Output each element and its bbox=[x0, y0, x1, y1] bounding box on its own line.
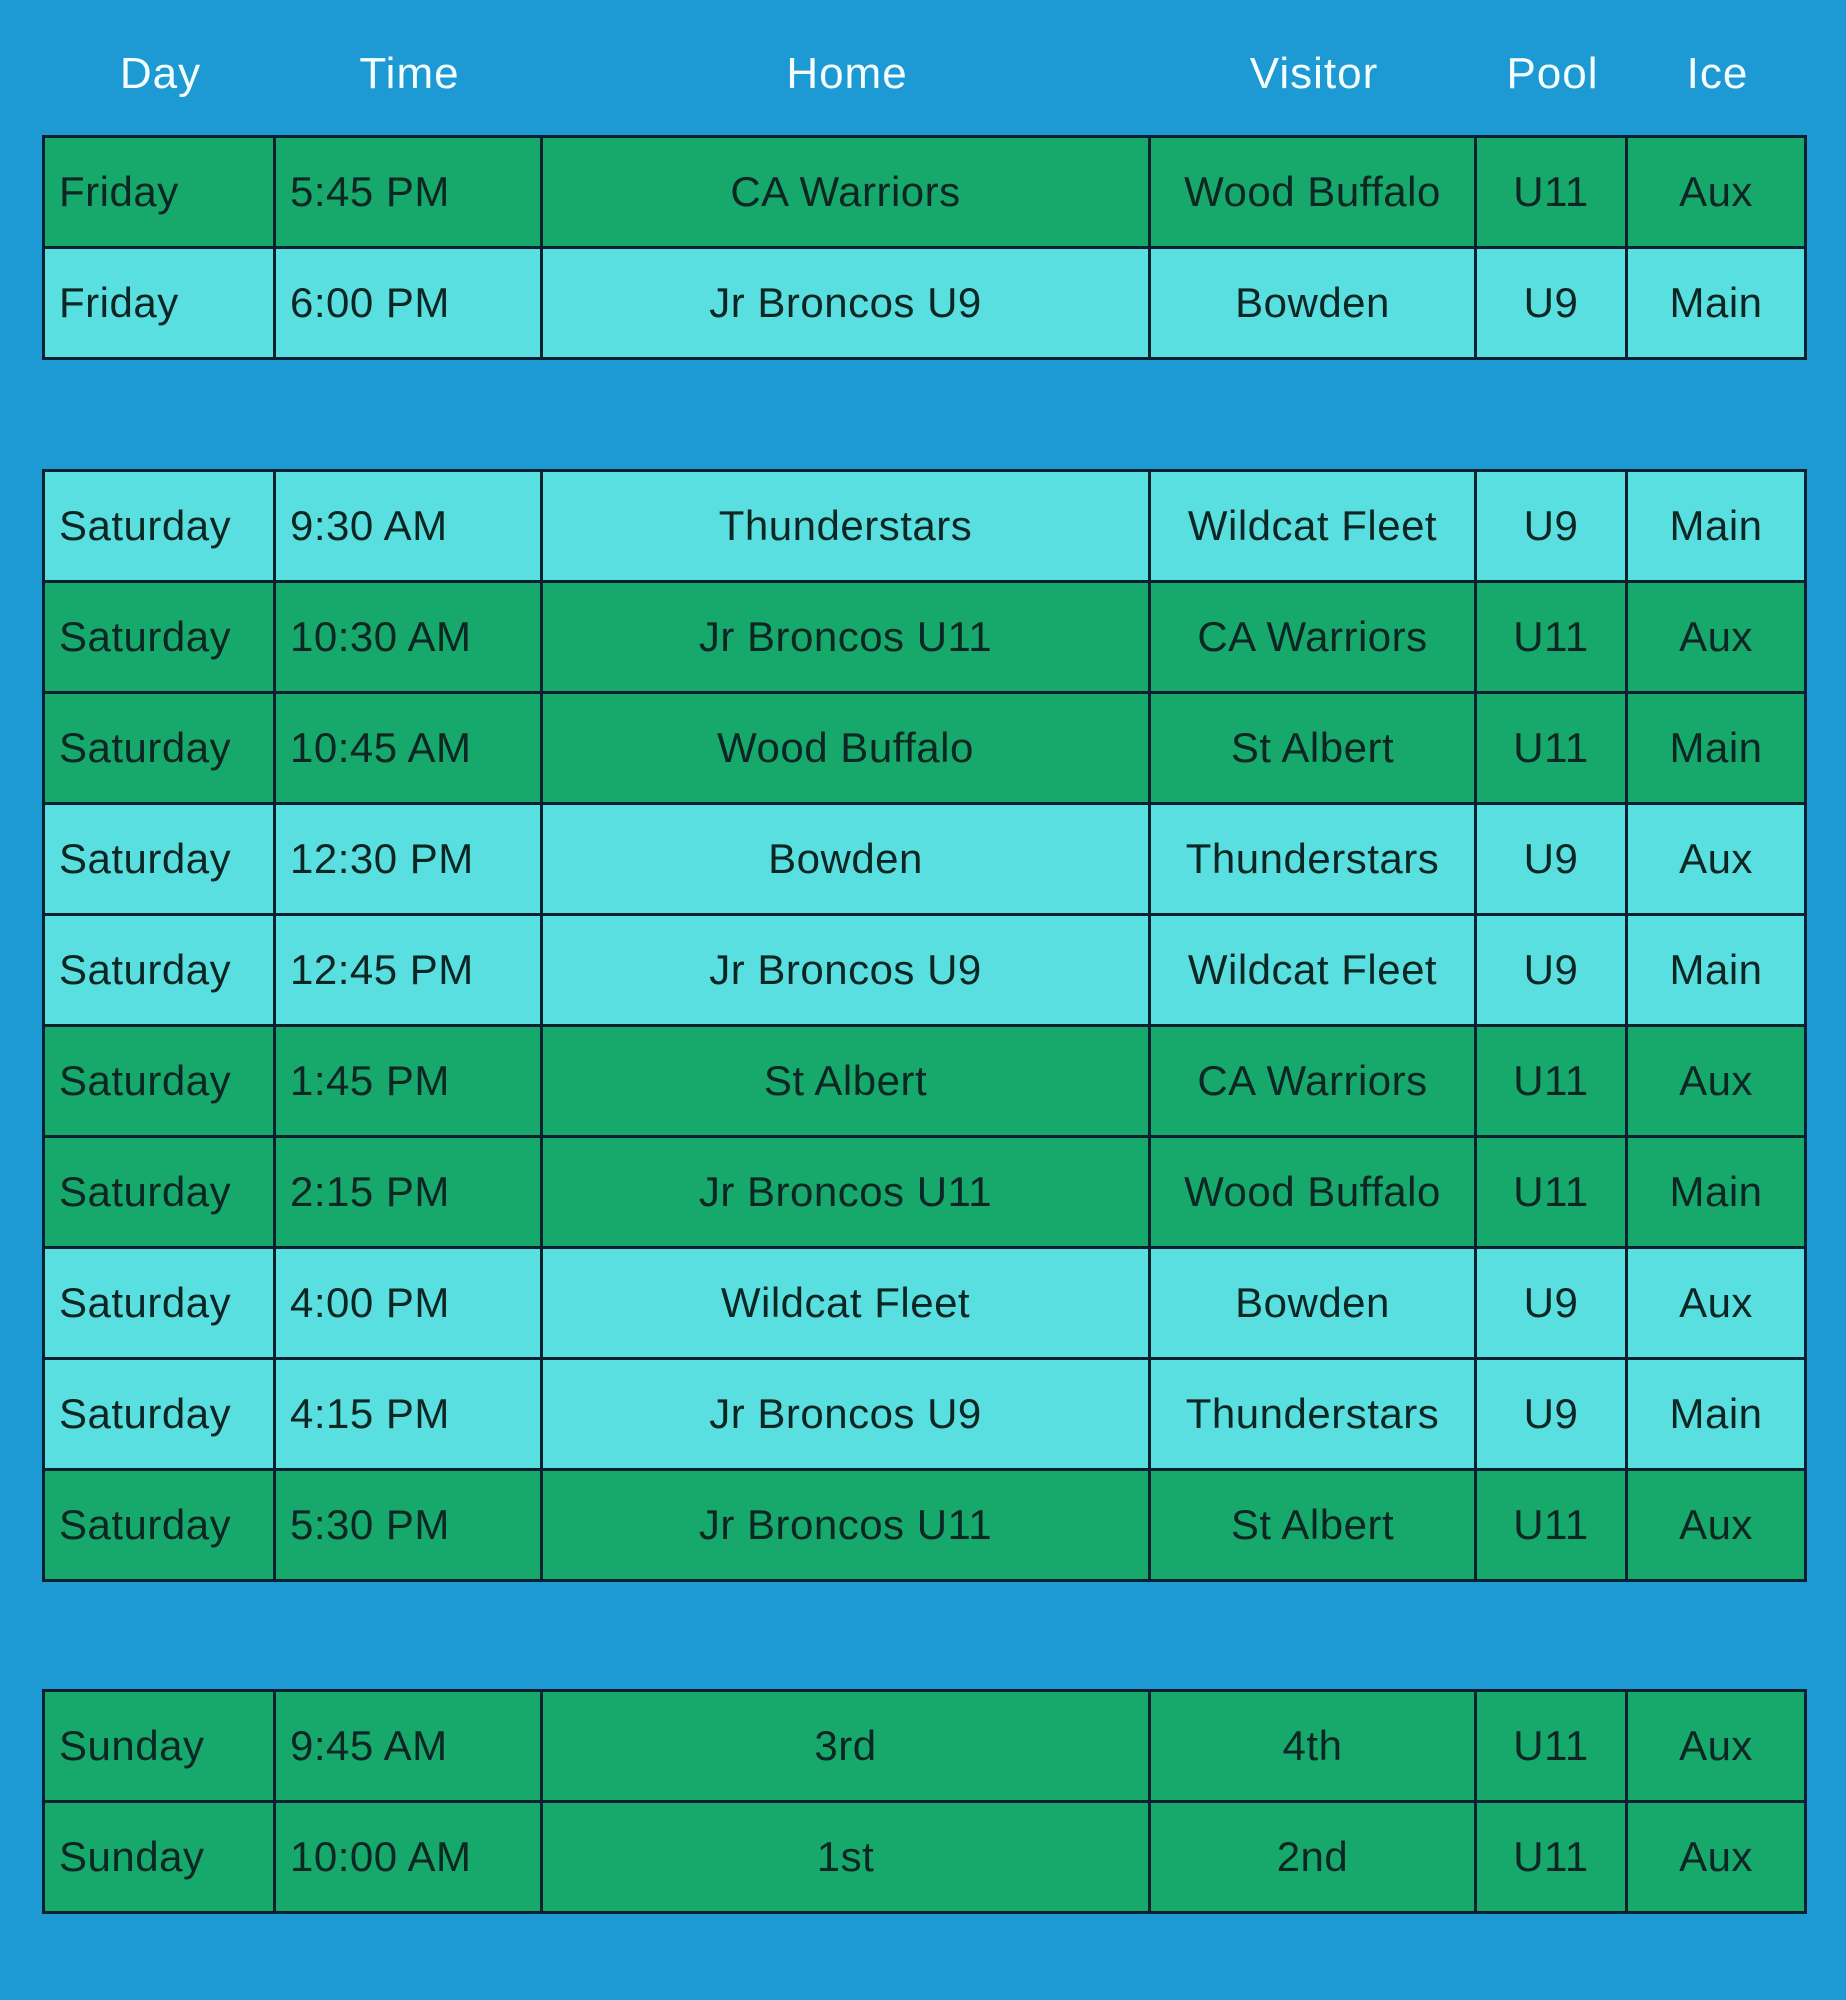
day-cell: Saturday bbox=[45, 1471, 276, 1582]
home-team-cell: Thunderstars bbox=[543, 472, 1151, 583]
time-cell: 12:30 PM bbox=[276, 805, 543, 916]
visitor-team-cell: Wildcat Fleet bbox=[1151, 916, 1477, 1027]
visitor-team-cell: Wood Buffalo bbox=[1151, 1138, 1477, 1249]
time-cell: 10:30 AM bbox=[276, 583, 543, 694]
pool-cell: U9 bbox=[1477, 249, 1628, 360]
home-team-cell: Jr Broncos U9 bbox=[543, 1360, 1151, 1471]
ice-rink-cell: Main bbox=[1628, 472, 1807, 583]
column-header-home: Home bbox=[786, 49, 908, 98]
pool-cell: U9 bbox=[1477, 472, 1628, 583]
time-cell: 10:45 AM bbox=[276, 694, 543, 805]
time-cell: 2:15 PM bbox=[276, 1138, 543, 1249]
time-cell: 12:45 PM bbox=[276, 916, 543, 1027]
ice-rink-cell: Aux bbox=[1628, 138, 1807, 249]
day-cell: Sunday bbox=[45, 1803, 276, 1914]
time-cell: 5:45 PM bbox=[276, 138, 543, 249]
ice-rink-cell: Aux bbox=[1628, 1027, 1807, 1138]
table-row bbox=[45, 138, 1807, 249]
home-team-cell: Wildcat Fleet bbox=[543, 1249, 1151, 1360]
home-team-cell: Bowden bbox=[543, 805, 1151, 916]
day-cell: Saturday bbox=[45, 805, 276, 916]
visitor-team-cell: Bowden bbox=[1151, 1249, 1477, 1360]
visitor-team-cell: CA Warriors bbox=[1151, 1027, 1477, 1138]
time-cell: 9:45 AM bbox=[276, 1692, 543, 1803]
home-team-cell: Jr Broncos U9 bbox=[543, 916, 1151, 1027]
ice-rink-cell: Aux bbox=[1628, 1471, 1807, 1582]
saturday-games-table bbox=[42, 469, 1807, 1582]
home-team-cell: Jr Broncos U9 bbox=[543, 249, 1151, 360]
day-cell: Saturday bbox=[45, 1138, 276, 1249]
column-header-time: Time bbox=[359, 49, 460, 98]
home-team-cell: St Albert bbox=[543, 1027, 1151, 1138]
column-headers bbox=[42, 0, 1807, 100]
pool-cell: U11 bbox=[1477, 1471, 1628, 1582]
column-header-pool: Pool bbox=[1506, 49, 1599, 98]
home-team-cell: Wood Buffalo bbox=[543, 694, 1151, 805]
table-row bbox=[45, 249, 1807, 360]
day-cell: Saturday bbox=[45, 916, 276, 1027]
table-row bbox=[45, 805, 1807, 916]
home-team-cell: Jr Broncos U11 bbox=[543, 1138, 1151, 1249]
table-row bbox=[45, 472, 1807, 583]
pool-cell: U11 bbox=[1477, 138, 1628, 249]
table-row bbox=[45, 916, 1807, 1027]
friday-games-table bbox=[42, 135, 1807, 360]
table-row bbox=[45, 1471, 1807, 1582]
time-cell: 1:45 PM bbox=[276, 1027, 543, 1138]
ice-rink-cell: Main bbox=[1628, 249, 1807, 360]
day-cell: Saturday bbox=[45, 1249, 276, 1360]
pool-cell: U9 bbox=[1477, 1360, 1628, 1471]
schedule-page bbox=[42, 0, 1807, 1914]
visitor-team-cell: St Albert bbox=[1151, 1471, 1477, 1582]
pool-cell: U11 bbox=[1477, 1803, 1628, 1914]
home-team-cell: Jr Broncos U11 bbox=[543, 583, 1151, 694]
ice-rink-cell: Aux bbox=[1628, 805, 1807, 916]
visitor-team-cell: 4th bbox=[1151, 1692, 1477, 1803]
home-team-cell: 3rd bbox=[543, 1692, 1151, 1803]
pool-cell: U9 bbox=[1477, 916, 1628, 1027]
day-cell: Saturday bbox=[45, 472, 276, 583]
visitor-team-cell: Thunderstars bbox=[1151, 805, 1477, 916]
ice-rink-cell: Main bbox=[1628, 694, 1807, 805]
table-row bbox=[45, 1692, 1807, 1803]
table-row bbox=[45, 694, 1807, 805]
ice-rink-cell: Aux bbox=[1628, 1692, 1807, 1803]
day-cell: Saturday bbox=[45, 583, 276, 694]
pool-cell: U11 bbox=[1477, 1027, 1628, 1138]
column-header-day: Day bbox=[119, 49, 202, 98]
day-cell: Friday bbox=[45, 138, 276, 249]
ice-rink-cell: Aux bbox=[1628, 583, 1807, 694]
table-row bbox=[45, 1027, 1807, 1138]
visitor-team-cell: Wildcat Fleet bbox=[1151, 472, 1477, 583]
pool-cell: U11 bbox=[1477, 583, 1628, 694]
time-cell: 4:00 PM bbox=[276, 1249, 543, 1360]
visitor-team-cell: Wood Buffalo bbox=[1151, 138, 1477, 249]
visitor-team-cell: Bowden bbox=[1151, 249, 1477, 360]
visitor-team-cell: Thunderstars bbox=[1151, 1360, 1477, 1471]
sunday-games-table bbox=[42, 1689, 1807, 1914]
ice-rink-cell: Aux bbox=[1628, 1249, 1807, 1360]
table-row bbox=[45, 583, 1807, 694]
table-row bbox=[45, 1360, 1807, 1471]
column-header-visitor: Visitor bbox=[1249, 49, 1379, 98]
time-cell: 5:30 PM bbox=[276, 1471, 543, 1582]
day-cell: Saturday bbox=[45, 1360, 276, 1471]
table-row bbox=[45, 1803, 1807, 1914]
pool-cell: U11 bbox=[1477, 1138, 1628, 1249]
pool-cell: U9 bbox=[1477, 805, 1628, 916]
time-cell: 6:00 PM bbox=[276, 249, 543, 360]
visitor-team-cell: St Albert bbox=[1151, 694, 1477, 805]
ice-rink-cell: Aux bbox=[1628, 1803, 1807, 1914]
table-row bbox=[45, 1138, 1807, 1249]
home-team-cell: Jr Broncos U11 bbox=[543, 1471, 1151, 1582]
time-cell: 10:00 AM bbox=[276, 1803, 543, 1914]
ice-rink-cell: Main bbox=[1628, 1360, 1807, 1471]
visitor-team-cell: CA Warriors bbox=[1151, 583, 1477, 694]
pool-cell: U11 bbox=[1477, 1692, 1628, 1803]
day-cell: Saturday bbox=[45, 694, 276, 805]
time-cell: 9:30 AM bbox=[276, 472, 543, 583]
table-row bbox=[45, 1249, 1807, 1360]
pool-cell: U11 bbox=[1477, 694, 1628, 805]
time-cell: 4:15 PM bbox=[276, 1360, 543, 1471]
column-header-ice: Ice bbox=[1686, 49, 1749, 98]
visitor-team-cell: 2nd bbox=[1151, 1803, 1477, 1914]
ice-rink-cell: Main bbox=[1628, 916, 1807, 1027]
pool-cell: U9 bbox=[1477, 1249, 1628, 1360]
day-cell: Friday bbox=[45, 249, 276, 360]
home-team-cell: 1st bbox=[543, 1803, 1151, 1914]
day-cell: Saturday bbox=[45, 1027, 276, 1138]
ice-rink-cell: Main bbox=[1628, 1138, 1807, 1249]
home-team-cell: CA Warriors bbox=[543, 138, 1151, 249]
day-cell: Sunday bbox=[45, 1692, 276, 1803]
